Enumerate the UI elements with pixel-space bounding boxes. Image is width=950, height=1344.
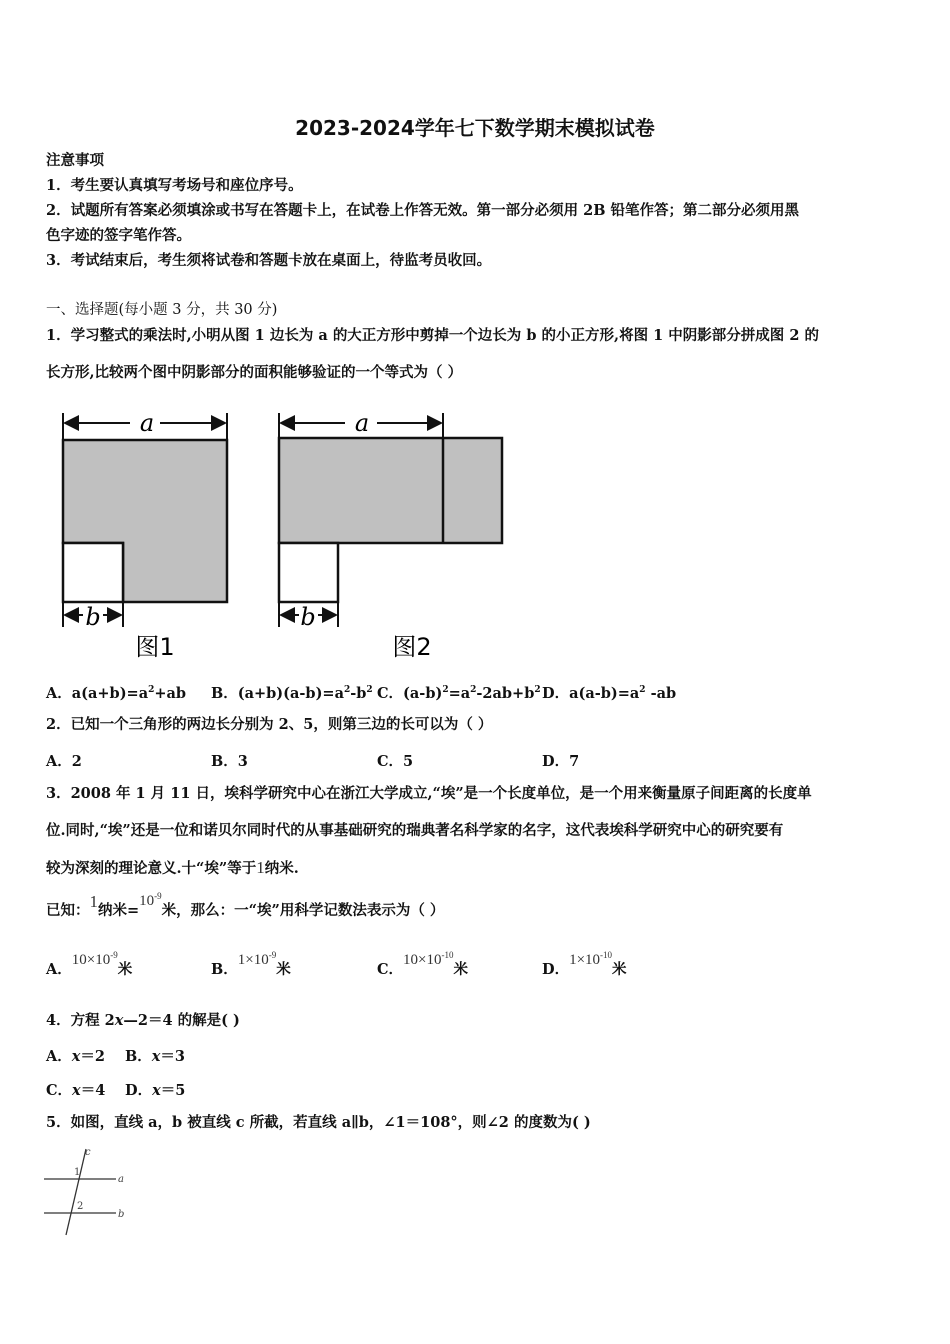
section-heading: 一、选择题(每小题 3 分，共 30 分) <box>46 302 278 318</box>
option-b[interactable]: B．3 <box>211 753 248 770</box>
notice-heading: 注意事项 <box>46 152 104 169</box>
label-b: b <box>118 1209 125 1220</box>
question-3-known: 已知：1纳米$=10^{-9}$米，那么：一“埃”用科学记数法表示为（ ） <box>46 891 445 919</box>
question-2-stem: 2．已知一个三角形的两边长分别为 2、5，则第三边的长可以为（ ） <box>46 716 493 733</box>
label-b: b <box>300 603 316 631</box>
question-4-stem: 4．方程 2x—2＝4 的解是( ) <box>46 1012 240 1029</box>
notice-item: 2．试题所有答案必须填涂或书写在答题卡上，在试卷上作答无效。第一部分必须用 2B 铅笔作答；第二部分必须用黑 <box>46 202 800 219</box>
figure-2-caption: 图2 <box>392 633 432 661</box>
option-c[interactable]: C．5 <box>377 753 414 770</box>
option-d[interactable]: D．7 <box>542 753 580 770</box>
option-a[interactable]: A．$10\times 10^{-9}$米 <box>46 950 133 978</box>
option-d[interactable]: D．$a(a-b)=a^2$ -ab <box>542 685 677 702</box>
option-d[interactable]: D．x＝5 <box>125 1082 186 1099</box>
question-1-stem-cont: 长方形,比较两个图中阴影部分的面积能够验证的一个等式为（ ） <box>46 364 463 381</box>
notice-item: 1．考生要认真填写考场号和座位序号。 <box>46 177 303 194</box>
option-a[interactable]: A．2 <box>46 753 82 770</box>
angle-1-label: 1 <box>74 1167 81 1178</box>
question-1-figure <box>55 405 515 665</box>
option-d[interactable]: D．$1\times 10^{-10}$米 <box>542 950 627 978</box>
option-c[interactable]: C．$(a-b)^2=a^2-2ab+b^2$ <box>377 685 541 702</box>
label-c: c <box>85 1147 91 1158</box>
question-5-figure <box>42 1145 142 1240</box>
option-c[interactable]: C．$10\times 10^{-10}$米 <box>377 950 469 978</box>
option-b[interactable]: B．$1\times 10^{-9}$米 <box>211 950 291 978</box>
notice-item: 3．考试结束后，考生须将试卷和答题卡放在桌面上，待监考员收回。 <box>46 252 492 269</box>
question-3-stem-cont: 位.同时,“埃”还是一位和诺贝尔同时代的从事基础研究的瑞典著名科学家的名字，这代表埃科学研究中心的研究要有 <box>46 822 784 839</box>
question-1-stem: 1．学习整式的乘法时,小明从图 1 边长为 a 的大正方形中剪掉一个边长为 b 的小正方形,将图 1 中阴影部分拼成图 2 的 <box>46 327 819 344</box>
option-b[interactable]: B．x＝3 <box>125 1048 186 1065</box>
figure-1-caption: 图1 <box>135 633 175 661</box>
page-title: 2023-2024学年七下数学期末模拟试卷 <box>295 116 655 140</box>
option-a[interactable]: A．x＝2 <box>46 1048 106 1065</box>
option-a[interactable]: A．$a(a+b)=a^2+ab$ <box>46 685 187 702</box>
question-3-stem: 3．2008 年 1 月 11 日，埃科学研究中心在浙江大学成立,“埃”是一个长度单位，是一个用来衡量原子间距离的长度单 <box>46 785 812 802</box>
option-b[interactable]: B．$(a+b)(a-b)=a^2-b^2$ <box>211 685 373 702</box>
notice-item: 色字迹的签字笔作答。 <box>46 227 191 244</box>
question-3-stem-cont: 较为深刻的理论意义.十“埃”等于1纳米. <box>46 858 299 877</box>
figure-2 <box>279 409 502 661</box>
label-a: a <box>354 409 370 437</box>
label-a: a <box>139 409 155 437</box>
angle-2-label: 2 <box>77 1201 84 1212</box>
question-5-stem: 5．如图，直线 a，b 被直线 c 所截，若直线 a∥b，∠1＝108°，则∠2 的度数为( ) <box>46 1114 591 1131</box>
figure-1 <box>63 409 227 661</box>
label-a: a <box>118 1174 124 1185</box>
label-b: b <box>85 603 101 631</box>
option-c[interactable]: C．x＝4 <box>46 1082 106 1099</box>
